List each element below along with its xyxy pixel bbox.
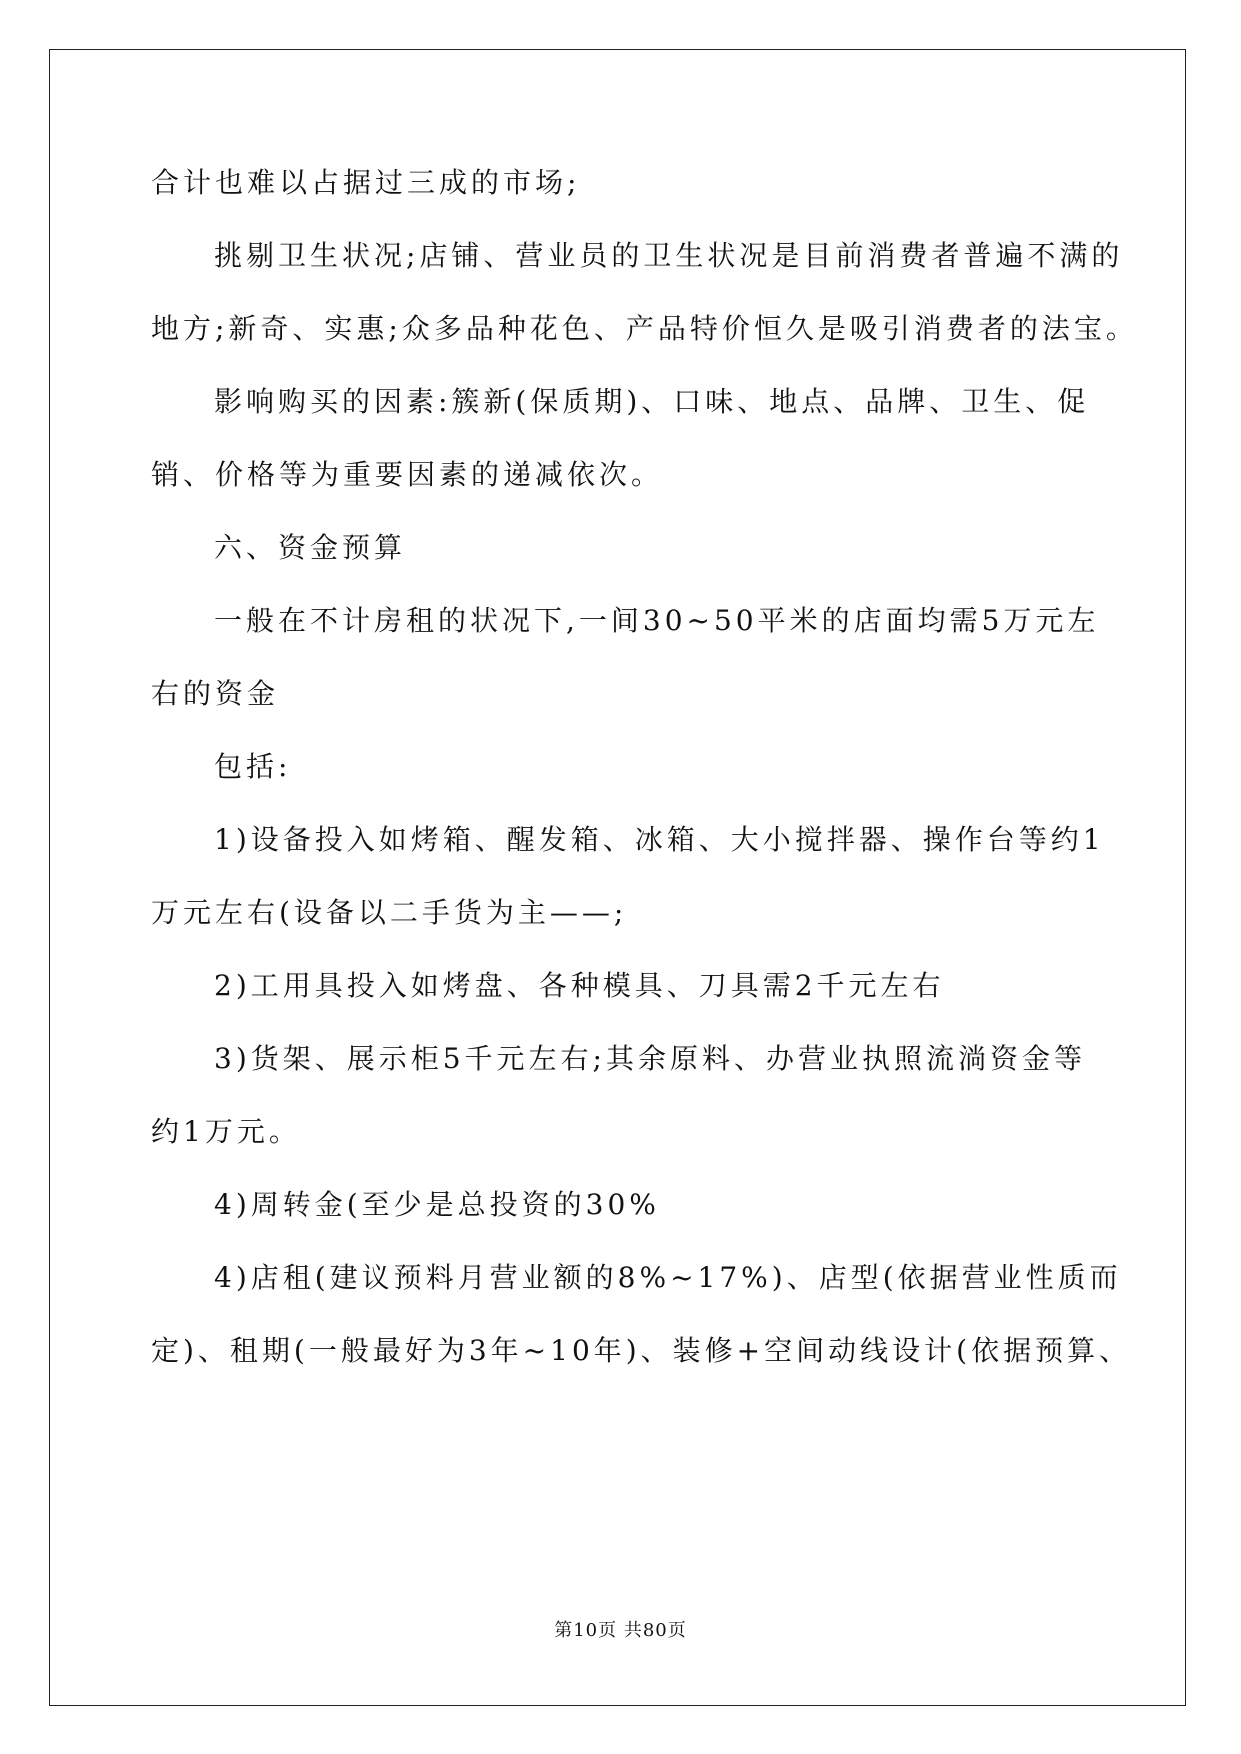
text-line: 影响购买的因素:簇新(保质期)、口味、地点、品牌、卫生、促 [214, 385, 1090, 418]
list-item: 4)周转金(至少是总投资的30% [214, 1188, 660, 1221]
text-line: 包括: [214, 750, 292, 783]
section-heading: 六、资金预算 [214, 531, 407, 564]
text-line: 合计也难以占据过三成的市场; [151, 166, 581, 199]
list-item: 4)店租(建议预料月营业额的8%~17%)、店型(依据营业性质而 [214, 1261, 1122, 1294]
page-number-footer: 第10页 共80页 [554, 1620, 687, 1641]
text-line: 定)、租期(一般最好为3年~10年)、装修+空间动线设计(依据预算、 [151, 1334, 1132, 1367]
text-line: 万元左右(设备以二手货为主——; [151, 896, 628, 929]
text-line: 地方;新奇、实惠;众多品种花色、产品特价恒久是吸引消费者的法宝。 [151, 312, 1138, 345]
text-line: 一般在不计房租的状况下,一间30~50平米的店面均需5万元左 [214, 604, 1100, 637]
list-item: 3)货架、展示柜5千元左右;其余原料、办营业执照流淌资金等 [214, 1042, 1086, 1075]
text-line: 挑剔卫生状况;店铺、营业员的卫生状况是目前消费者普遍不满的 [214, 239, 1124, 272]
list-item: 2)工用具投入如烤盘、各种模具、刀具需2千元左右 [214, 969, 945, 1002]
text-line: 销、价格等为重要因素的递减依次。 [151, 458, 664, 491]
text-line: 约1万元。 [151, 1115, 301, 1148]
text-line: 右的资金 [151, 677, 280, 710]
page-border [49, 49, 1186, 1706]
list-item: 1)设备投入如烤箱、醒发箱、冰箱、大小搅拌器、操作台等约1 [214, 823, 1105, 856]
